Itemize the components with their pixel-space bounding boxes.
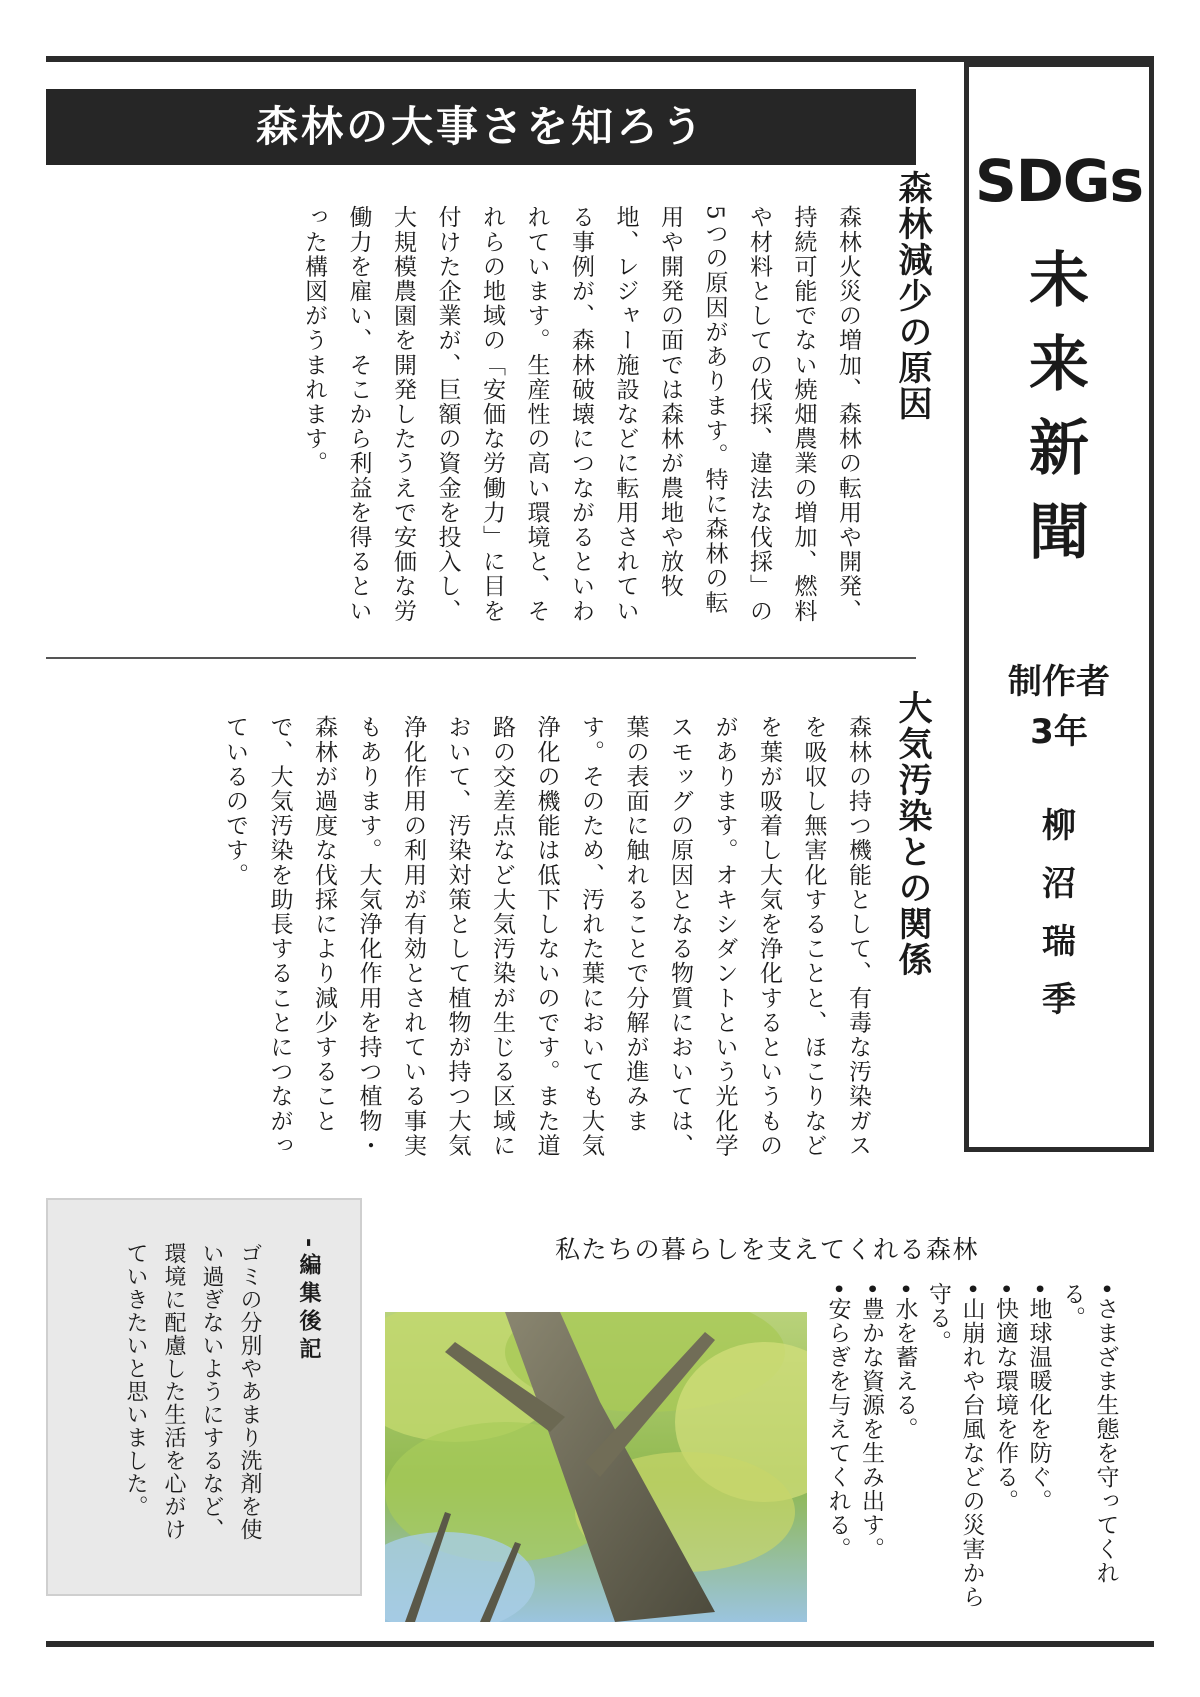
masthead-title: [969, 239, 1149, 575]
section1-body: 森林火災の増加、森林の転用や開発、持続可能でない焼畑農業の増加、燃料や材料としての伐採、違法な伐採」の5つの原因があります。特に森林の転用や開発の面では森林が農地や放牧地、レジャー施設などに転用されている事例が、森林破壊につながるといわれています。生産性の高い環境と、それらの地域の「安価な労働力」に目を付けた企業が、巨額の資金を投入し、大規模農園を開発したうえで安価な労働力を雇い、そこから利益を得るといった構図がうまれます。: [301, 205, 861, 624]
author-name-char: 柳: [1042, 806, 1076, 846]
masthead-title-char: 未: [1029, 246, 1089, 316]
bottom-rule: [46, 1641, 1154, 1647]
benefit-item: •豊かな資源を生み出す。: [858, 1282, 884, 1561]
author-label: 制作者: [1008, 662, 1110, 702]
masthead-box: [964, 62, 1154, 1152]
forest-photo-image: [385, 1312, 807, 1622]
benefit-item: •地球温暖化を防ぐ。: [1025, 1282, 1052, 1513]
masthead-title-char: 来: [1029, 330, 1089, 400]
benefit-item: •さまざま生態を守ってくれる。: [1059, 1282, 1119, 1585]
benefit-item: •快適な環境を作る。: [992, 1282, 1018, 1513]
benefit-item: •水を蓄える。: [891, 1282, 918, 1441]
editor-note-heading: -編集後記: [296, 1238, 321, 1366]
masthead-title-char: 聞: [1029, 498, 1089, 568]
author-name-char: 沼: [1042, 864, 1076, 904]
masthead-title-char: 新: [1029, 414, 1089, 484]
author-block: [969, 657, 1149, 757]
section1-heading: 森林減少の原因: [892, 170, 932, 422]
author-name-char: 季: [1042, 980, 1076, 1020]
section2-body: 森林の持つ機能として、有毒な汚染ガスを吸収し無害化することと、ほこりなどを葉が吸着し大気を浄化するというものがあります。オキシダントという光化学スモッグの原因となる物質においては、葉の表面に触れることで分解が進みます。そのため、汚れた葉においても大気浄化の機能は低下しないのです。また道路の交差点など大気汚染が生じる区域において、汚染対策として植物が持つ大気浄化作用の利用が有効とされている事実もあります。大気浄化作用を持つ植物・森林が過度な伐採により減少することで、大気汚染を助長することにつながっているのです。: [222, 715, 871, 1158]
author-grade: 3年: [1030, 712, 1088, 752]
forest-photo: [385, 1312, 807, 1622]
editor-note-body: ゴミの分別やあまり洗剤を使い過ぎないようにするなど、環境に配慮した生活を心がけていきたいと思いました。: [123, 1242, 262, 1541]
benefit-item: •安らぎを与えてくれる。: [824, 1282, 851, 1561]
masthead-sdgs: SDGs: [974, 147, 1144, 215]
benefit-item: •山崩れや台風などの災害から守る。: [925, 1282, 985, 1609]
section2-heading: 大気汚染との関係: [892, 690, 932, 978]
banner-title: 森林の大事さを知ろう: [46, 89, 916, 165]
author-name: [969, 797, 1149, 1029]
photo-caption: 私たちの暮らしを支えてくれる森林: [555, 1235, 980, 1264]
benefits-list: [820, 1282, 1122, 1627]
editor-note-panel: [46, 1198, 362, 1596]
author-name-char: 瑞: [1042, 922, 1076, 962]
section-divider: [46, 657, 916, 659]
